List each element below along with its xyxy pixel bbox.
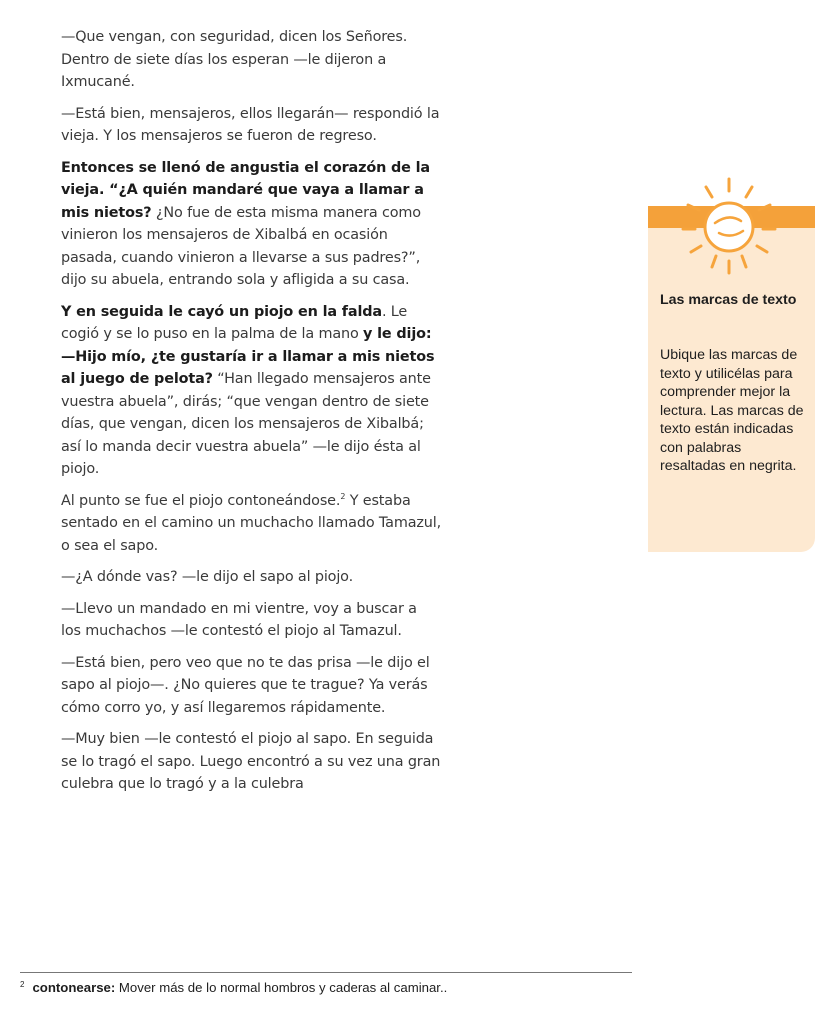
paragraph-3 xyxy=(61,157,441,292)
paragraph-1: —Que vengan, con seguridad, dicen los Señores. Dentro de siete días los esperan —le dijeron a Ixmucané. xyxy=(61,29,408,90)
footnote-divider xyxy=(20,972,632,973)
text-mark-bold: Entonces se llenó de angustia el corazón de la vieja. “¿A quién mandaré que vaya a llamar a mis nietos? xyxy=(61,159,430,221)
paragraph-4 xyxy=(61,301,441,481)
paragraph-3-text: ¿No fue de esta misma manera como vinieron los mensajeros de Xibalbá en ocasión pasada, cuando vinieron a llevarse a sus padres?”, dijo su abuela, entrando sola y afligida a su casa. xyxy=(61,204,421,288)
paragraph-5-text: Y estaba sentado en el camino un muchacho llamado Tamazul, o sea el sapo. xyxy=(61,492,442,554)
footnote xyxy=(20,979,640,997)
paragraph-9: —Muy bien —le contestó el piojo al sapo. En seguida se lo tragó el sapo. Luego encontró a su vez una gran culebra que lo tragó y a la culebra xyxy=(61,731,441,792)
footnote-definition: Mover más de lo normal hombros y caderas al caminar.. xyxy=(115,980,448,995)
paragraph-8: —Está bien, pero veo que no te das prisa —le dijo el sapo al piojo—. ¿No quieres que te trague? Ya verás cómo corro yo, y así llegaremos rápidamente. xyxy=(61,654,430,716)
sidebar-title: Las marcas de texto xyxy=(660,292,797,308)
footnote-term: contonearse: xyxy=(32,980,116,995)
text-mark-bold: y le dijo: —Hijo mío, ¿te gustaría ir a llamar a mis nietos al juego de pelota? xyxy=(61,326,435,387)
sidebar-body: Ubique las marcas de texto y utilicélas para comprender mejor la lectura. Las marcas de texto están indicadas con palabras resaltadas en negrita. xyxy=(660,347,804,474)
paragraph-4-text: . Le cogió y se lo puso en la palma de la mano xyxy=(61,303,408,342)
paragraph-2: —Está bien, mensajeros, ellos llegarán— respondió la vieja. Y los mensajeros se fueron de regreso. xyxy=(61,105,440,144)
paragraph-5 xyxy=(61,490,441,558)
paragraph-5-text: Al punto se fue el piojo contoneándose. xyxy=(61,492,341,509)
footnote-number: 2 xyxy=(20,979,25,989)
paragraph-7: —Llevo un mandado en mi vientre, voy a buscar a los muchachos —le contestó el piojo al Tamazul. xyxy=(61,600,417,639)
story-text xyxy=(61,26,441,805)
paragraph-4-text: “Han llegado mensajeros ante vuestra abuela”, dirás; “que vengan dentro de siete días, que vengan, dicen los mensajeros de Xibalbá; así lo manda decir vuestra abuela” —le dijo ésta al piojo. xyxy=(61,371,431,477)
text-mark-bold: Y en seguida le cayó un piojo en la falda xyxy=(61,303,382,320)
paragraph-6: —¿A dónde vas? —le dijo el sapo al piojo. xyxy=(61,569,353,585)
sun-icon xyxy=(679,175,779,275)
footnote-ref[interactable]: 2 xyxy=(340,491,346,501)
